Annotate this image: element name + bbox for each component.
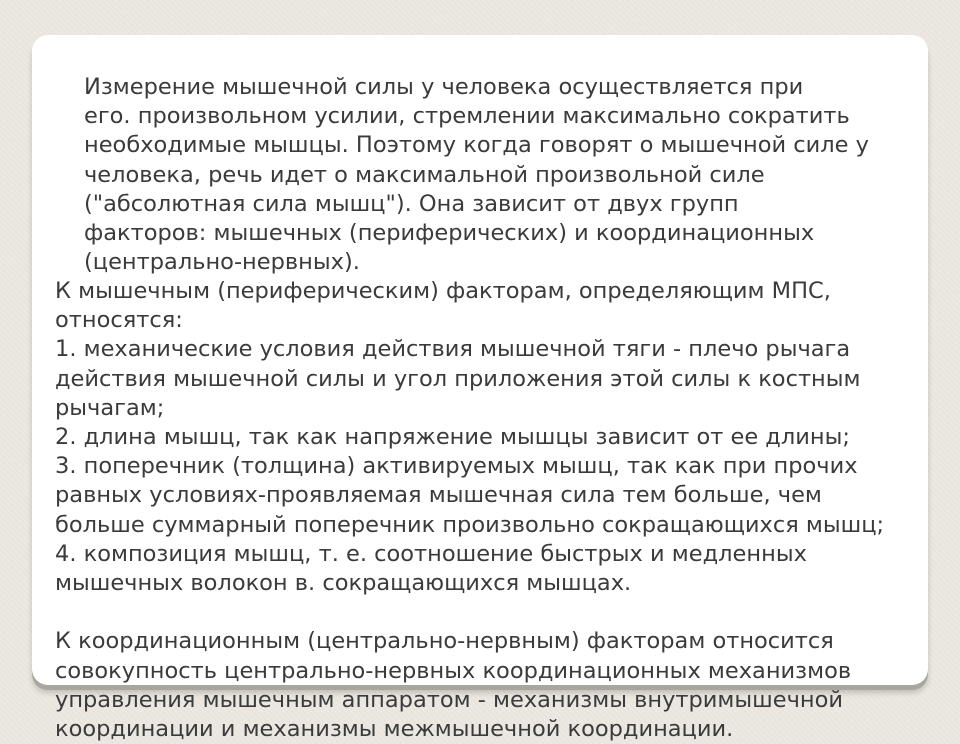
factor-item-2: 2. длина мышц, так как напряжение мышцы зависит от ее длины;: [55, 424, 850, 451]
factor-item-4: 4. композиция мышц, т. е. соотношение быстрых и медленных мышечных волокон в. сокращающихся мышцах.: [55, 540, 807, 597]
factor-item-3: 3. поперечник (толщина) активируемых мышц, так как при прочих равных условиях-проявляемая мышечная сила тем больше, чем больше суммарный поперечник произвольно сокращающихся мышц;: [55, 453, 885, 538]
peripheral-factors-heading: К мышечным (периферическим) факторам, определяющим МПС, относятся:: [55, 278, 831, 334]
factor-item-1: 1. механические условия действия мышечной тяги - плечо рычага действия мышечной силы и угол приложения этой силы к костным рычагам;: [55, 336, 861, 421]
factors-section: [55, 277, 884, 744]
coordination-factors-paragraph: К координационным (центрально-нервным) факторам относится совокупность центрально-нервных координационных механизмов управления мышечным аппаратом - механизмы внутримышечной координации и механизмы межмышечной координации.: [55, 628, 852, 743]
intro-paragraph: Измерение мышечной силы у человека осуществляется при его. произвольном усилии, стремлении максимально сократить необходимые мышцы. Поэтому когда говорят о мышечной силе у человека, речь идет о максимальной произвольной силе ("абсолютная сила мышц"). Она зависит от двух групп факторов: мышечных (периферических) и координационных (центрально-нервных).: [84, 74, 869, 276]
